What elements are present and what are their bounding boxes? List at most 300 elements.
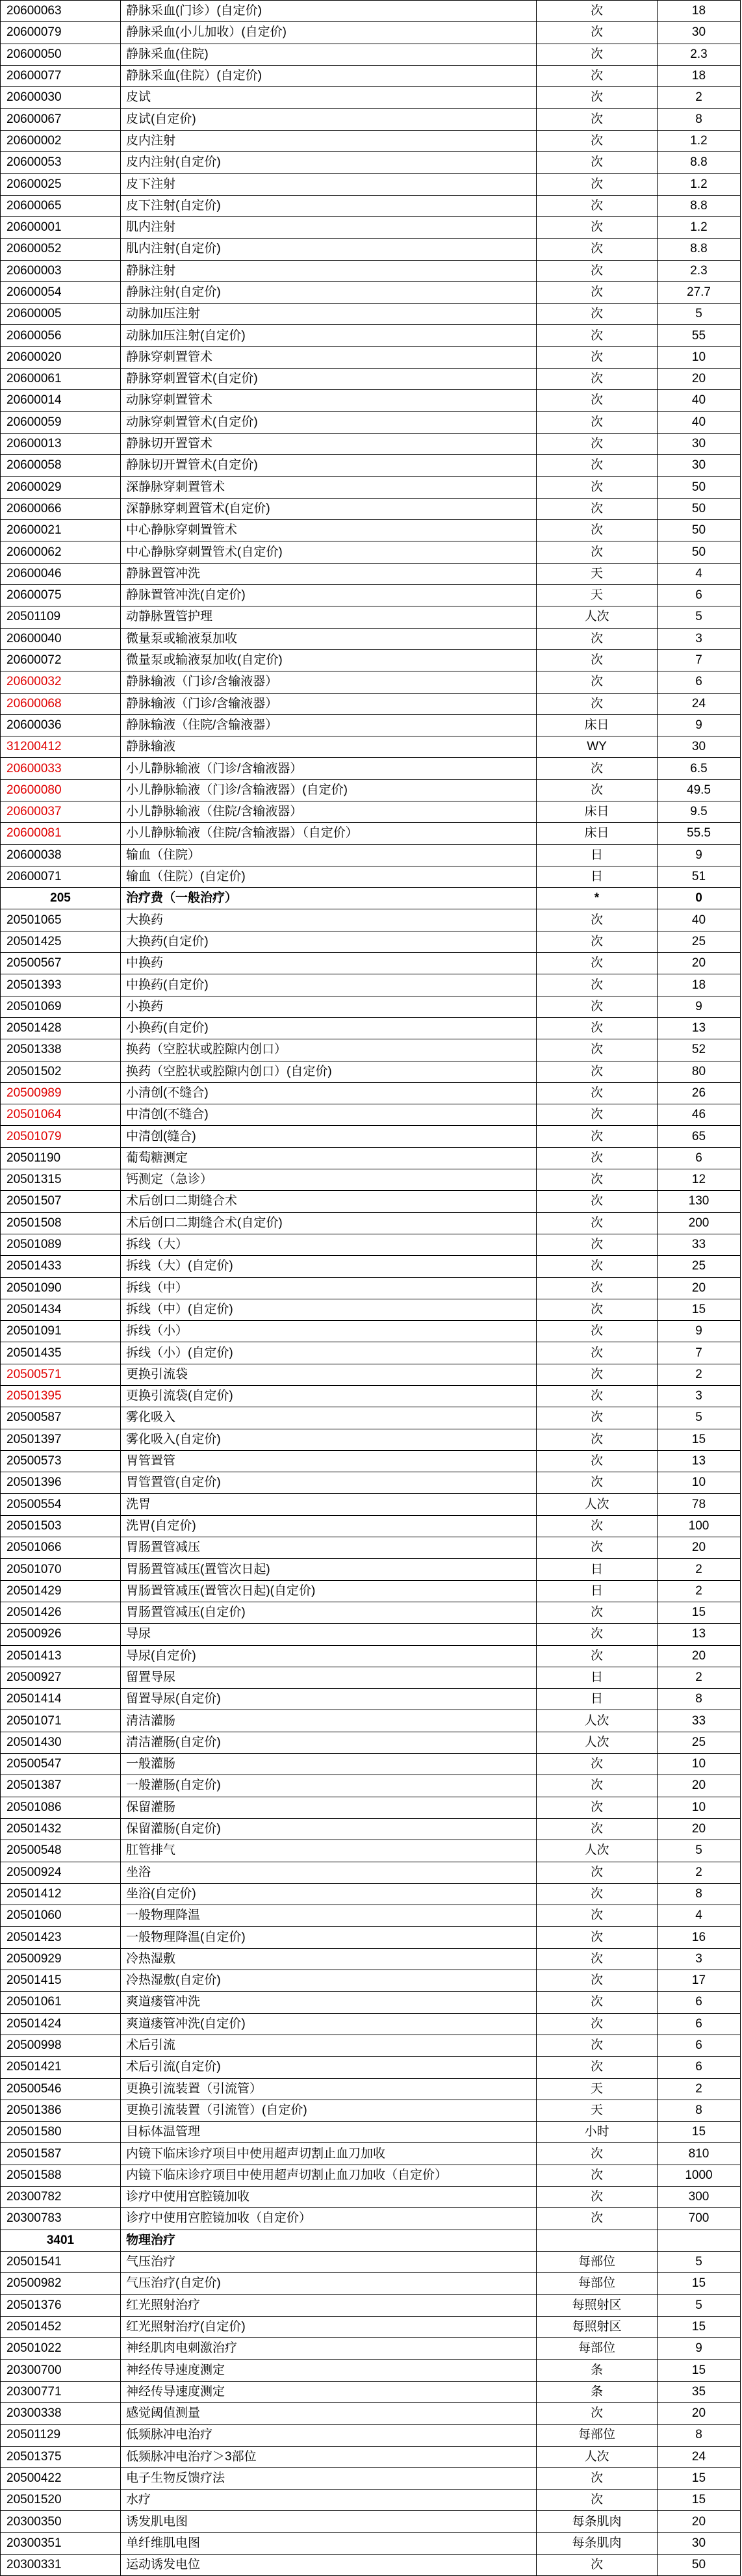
unit-cell: 次 xyxy=(537,1927,658,1948)
unit-cell: 次 xyxy=(537,2143,658,2165)
unit-cell: 人次 xyxy=(537,1840,658,1862)
price-cell: 8 xyxy=(658,1689,741,1710)
unit-cell: 每部位 xyxy=(537,2273,658,2295)
item-code-cell: 20600050 xyxy=(1,44,121,65)
item-code-cell: 20600079 xyxy=(1,22,121,44)
table-row xyxy=(1,2208,741,2230)
table-row xyxy=(1,2013,741,2035)
item-name-cell: 神经肌肉电刺激治疗 xyxy=(121,2338,537,2360)
item-code-cell: 20600014 xyxy=(1,390,121,411)
item-code-cell: 20600077 xyxy=(1,65,121,86)
unit-cell: 次 xyxy=(537,1775,658,1797)
item-code-cell: 20501338 xyxy=(1,1039,121,1061)
item-name-cell: 感觉阈值测量 xyxy=(121,2402,537,2424)
item-code-cell: 20600056 xyxy=(1,325,121,346)
unit-cell: 次 xyxy=(537,216,658,238)
item-code-cell: 20501415 xyxy=(1,1970,121,1992)
table-row xyxy=(1,2425,741,2446)
unit-cell: 次 xyxy=(537,1299,658,1320)
item-code-cell: 20501432 xyxy=(1,1818,121,1840)
item-name-cell: 皮试 xyxy=(121,87,537,109)
unit-cell: 次 xyxy=(537,1645,658,1667)
unit-cell: 次 xyxy=(537,1039,658,1061)
price-cell: 20 xyxy=(658,2511,741,2532)
table-row xyxy=(1,1082,741,1104)
unit-cell: 日 xyxy=(537,844,658,866)
unit-cell: 日 xyxy=(537,1667,658,1688)
item-name-cell: 静脉采血(小儿加收）(自定价) xyxy=(121,22,537,44)
price-cell: 18 xyxy=(658,1,741,22)
item-name-cell: 留置导尿(自定价) xyxy=(121,1689,537,1710)
item-name-cell: 中心静脉穿刺置管术 xyxy=(121,520,537,541)
price-cell: 130 xyxy=(658,1191,741,1212)
item-code-cell: 20501541 xyxy=(1,2251,121,2272)
item-name-cell: 中清创(不缝合) xyxy=(121,1104,537,1126)
table-row xyxy=(1,563,741,584)
item-name-cell: 小清创(不缝合) xyxy=(121,1082,537,1104)
price-cell: 55 xyxy=(658,325,741,346)
price-cell: 13 xyxy=(658,1450,741,1472)
price-cell: 200 xyxy=(658,1212,741,1234)
price-cell: 35 xyxy=(658,2381,741,2402)
unit-cell: 次 xyxy=(537,2186,658,2207)
item-name-cell: 更换引流袋(自定价) xyxy=(121,1386,537,1407)
table-row xyxy=(1,2078,741,2100)
table-row xyxy=(1,953,741,974)
item-name-cell: 胃管置管 xyxy=(121,1450,537,1472)
table-row xyxy=(1,1602,741,1623)
item-name-cell: 皮下注射(自定价) xyxy=(121,195,537,216)
table-row xyxy=(1,2555,741,2576)
item-name-cell: 静脉输液（住院/含输液器） xyxy=(121,714,537,736)
table-row xyxy=(1,304,741,325)
price-cell: 55.5 xyxy=(658,823,741,844)
item-name-cell: 拆线（中）(自定价) xyxy=(121,1299,537,1320)
unit-cell: 天 xyxy=(537,585,658,606)
item-name-cell: 术后引流(自定价) xyxy=(121,2057,537,2078)
item-code-cell: 20500926 xyxy=(1,1624,121,1645)
item-code-cell: 20600005 xyxy=(1,304,121,325)
item-name-cell: 红光照射治疗 xyxy=(121,2295,537,2316)
unit-cell: 人次 xyxy=(537,1494,658,1515)
item-name-cell: 目标体温管理 xyxy=(121,2122,537,2143)
table-row xyxy=(1,2251,741,2272)
item-name-cell: 静脉注射(自定价) xyxy=(121,281,537,303)
unit-cell: 次 xyxy=(537,1342,658,1364)
table-row xyxy=(1,2295,741,2316)
item-code-cell: 20600071 xyxy=(1,866,121,887)
item-code-cell: 20501423 xyxy=(1,1927,121,1948)
item-code-cell: 20501387 xyxy=(1,1775,121,1797)
unit-cell: 次 xyxy=(537,346,658,368)
item-code-cell: 20501397 xyxy=(1,1429,121,1450)
item-code-cell: 20501086 xyxy=(1,1797,121,1818)
price-cell: 9 xyxy=(658,996,741,1017)
item-name-cell: 一般灌肠(自定价) xyxy=(121,1775,537,1797)
item-code-cell: 20500567 xyxy=(1,953,121,974)
item-code-cell: 20501413 xyxy=(1,1645,121,1667)
item-code-cell: 20501066 xyxy=(1,1537,121,1559)
table-row xyxy=(1,476,741,498)
price-cell: 1.2 xyxy=(658,130,741,151)
unit-cell: 次 xyxy=(537,109,658,130)
unit-cell: 次 xyxy=(537,1256,658,1277)
table-row xyxy=(1,1732,741,1753)
table-row xyxy=(1,1126,741,1147)
unit-cell: 次 xyxy=(537,87,658,109)
price-cell: 2.3 xyxy=(658,260,741,281)
unit-cell: 次 xyxy=(537,693,658,714)
item-code-cell: 20501433 xyxy=(1,1256,121,1277)
unit-cell: 次 xyxy=(537,2208,658,2230)
item-name-cell: 换药（空腔状或腔隙内创口）(自定价) xyxy=(121,1061,537,1082)
item-code-cell: 20501588 xyxy=(1,2165,121,2186)
unit-cell: 每部位 xyxy=(537,2425,658,2446)
price-cell: 6 xyxy=(658,2013,741,2035)
item-code-cell: 20600025 xyxy=(1,174,121,195)
price-cell: 2 xyxy=(658,1667,741,1688)
unit-cell: 条 xyxy=(537,2360,658,2381)
item-name-cell: 输血（住院）(自定价) xyxy=(121,866,537,887)
item-name-cell: 内镜下临床诊疗项目中使用超声切割止血刀加收 xyxy=(121,2143,537,2165)
unit-cell: 次 xyxy=(537,909,658,931)
item-code-cell: 20501070 xyxy=(1,1559,121,1580)
table-row xyxy=(1,1104,741,1126)
unit-cell: 次 xyxy=(537,22,658,44)
item-code-cell: 20600052 xyxy=(1,239,121,260)
item-code-cell: 20501502 xyxy=(1,1061,121,1082)
item-name-cell: 电子生物反馈疗法 xyxy=(121,2467,537,2489)
item-name-cell: 爽道瘘管冲洗(自定价) xyxy=(121,2013,537,2035)
table-row xyxy=(1,239,741,260)
unit-cell: 次 xyxy=(537,1234,658,1255)
item-code-cell: 20501414 xyxy=(1,1689,121,1710)
price-cell: 6 xyxy=(658,1992,741,2013)
table-row xyxy=(1,1775,741,1797)
item-code-cell: 20501089 xyxy=(1,1234,121,1255)
price-cell: 2 xyxy=(658,87,741,109)
item-name-cell: 静脉采血(门诊）(自定价) xyxy=(121,1,537,22)
unit-cell: 每照射区 xyxy=(537,2295,658,2316)
price-cell: 27.7 xyxy=(658,281,741,303)
price-cell: 10 xyxy=(658,346,741,368)
item-name-cell: 诱发肌电图 xyxy=(121,2511,537,2532)
price-cell: 30 xyxy=(658,22,741,44)
item-code-cell: 20501425 xyxy=(1,931,121,952)
item-code-cell: 31200412 xyxy=(1,736,121,758)
price-cell: 15 xyxy=(658,2467,741,2489)
price-cell: 50 xyxy=(658,2555,741,2576)
unit-cell: 次 xyxy=(537,260,658,281)
item-code-cell: 20600061 xyxy=(1,369,121,390)
price-cell: 810 xyxy=(658,2143,741,2165)
item-code-cell: 20600081 xyxy=(1,823,121,844)
item-name-cell: 冷热湿敷(自定价) xyxy=(121,1970,537,1992)
item-code-cell: 20600059 xyxy=(1,411,121,433)
price-cell: 51 xyxy=(658,866,741,887)
price-cell: 5 xyxy=(658,2295,741,2316)
table-row xyxy=(1,390,741,411)
price-cell: 49.5 xyxy=(658,779,741,801)
item-code-cell: 20501424 xyxy=(1,2013,121,2035)
item-code-cell: 20300783 xyxy=(1,2208,121,2230)
unit-cell: 次 xyxy=(537,1948,658,1970)
item-code-cell: 20600080 xyxy=(1,779,121,801)
item-code-cell: 20501507 xyxy=(1,1191,121,1212)
item-code-cell: 20501395 xyxy=(1,1386,121,1407)
unit-cell: 次 xyxy=(537,1818,658,1840)
unit-cell: 次 xyxy=(537,2057,658,2078)
price-cell: 6 xyxy=(658,585,741,606)
item-name-cell: 治疗费（一般治疗） xyxy=(121,888,537,909)
item-name-cell: 拆线（小）(自定价) xyxy=(121,1342,537,1364)
item-name-cell: 小儿静脉输液（门诊/含输液器）(自定价) xyxy=(121,779,537,801)
item-code-cell: 205 xyxy=(1,888,121,909)
item-name-cell: 一般物理降温(自定价) xyxy=(121,1927,537,1948)
unit-cell: 次 xyxy=(537,1017,658,1039)
item-name-cell: 洗胃 xyxy=(121,1494,537,1515)
item-name-cell: 胃肠置管减压(自定价) xyxy=(121,1602,537,1623)
item-code-cell: 20500989 xyxy=(1,1082,121,1104)
item-name-cell: 动脉加压注射 xyxy=(121,304,537,325)
unit-cell xyxy=(537,2230,658,2251)
item-code-cell: 20500573 xyxy=(1,1450,121,1472)
item-code-cell: 20600002 xyxy=(1,130,121,151)
item-name-cell: 低频脉冲电治疗 xyxy=(121,2425,537,2446)
item-name-cell: 低频脉冲电治疗＞3部位 xyxy=(121,2446,537,2467)
unit-cell: 次 xyxy=(537,1515,658,1537)
item-name-cell: 静脉穿刺置管术 xyxy=(121,346,537,368)
item-name-cell: 导尿(自定价) xyxy=(121,1645,537,1667)
item-name-cell: 单纤维肌电图 xyxy=(121,2532,537,2554)
price-cell: 3 xyxy=(658,1386,741,1407)
table-row xyxy=(1,1342,741,1364)
unit-cell: 次 xyxy=(537,1147,658,1169)
item-name-cell: 深静脉穿刺置管术 xyxy=(121,476,537,498)
item-code-cell: 20501396 xyxy=(1,1472,121,1494)
item-code-cell: 20501109 xyxy=(1,606,121,628)
unit-cell: 次 xyxy=(537,498,658,519)
unit-cell: 次 xyxy=(537,281,658,303)
item-name-cell: 气压治疗 xyxy=(121,2251,537,2272)
table-row xyxy=(1,1191,741,1212)
item-name-cell: 一般灌肠 xyxy=(121,1754,537,1775)
item-name-cell: 葡萄糖测定 xyxy=(121,1147,537,1169)
item-name-cell: 静脉切开置管术(自定价) xyxy=(121,455,537,476)
unit-cell: 人次 xyxy=(537,1732,658,1753)
unit-cell: 次 xyxy=(537,2165,658,2186)
table-row xyxy=(1,2316,741,2337)
table-row xyxy=(1,823,741,844)
unit-cell: 次 xyxy=(537,195,658,216)
item-name-cell: 输血（住院） xyxy=(121,844,537,866)
table-row xyxy=(1,1277,741,1299)
unit-cell: 次 xyxy=(537,2402,658,2424)
table-row xyxy=(1,1169,741,1191)
item-code-cell: 20600053 xyxy=(1,152,121,174)
price-cell: 9 xyxy=(658,1321,741,1342)
item-code-cell: 20600038 xyxy=(1,844,121,866)
item-code-cell: 20500587 xyxy=(1,1407,121,1429)
table-row xyxy=(1,2490,741,2511)
item-name-cell: 水疗 xyxy=(121,2490,537,2511)
price-cell: 5 xyxy=(658,2251,741,2272)
price-cell: 300 xyxy=(658,2186,741,2207)
item-name-cell: 气压治疗(自定价) xyxy=(121,2273,537,2295)
price-cell: 20 xyxy=(658,1818,741,1840)
item-name-cell: 小换药 xyxy=(121,996,537,1017)
item-name-cell: 神经传导速度测定 xyxy=(121,2381,537,2402)
unit-cell: 次 xyxy=(537,174,658,195)
item-code-cell: 20501580 xyxy=(1,2122,121,2143)
unit-cell: 每部位 xyxy=(537,2251,658,2272)
item-name-cell: 红光照射治疗(自定价) xyxy=(121,2316,537,2337)
item-name-cell: 雾化吸入(自定价) xyxy=(121,1429,537,1450)
item-name-cell: 皮试(自定价) xyxy=(121,109,537,130)
unit-cell: 每部位 xyxy=(537,2338,658,2360)
item-name-cell: 内镜下临床诊疗项目中使用超声切割止血刀加收（自定价） xyxy=(121,2165,537,2186)
table-row xyxy=(1,844,741,866)
table-row xyxy=(1,65,741,86)
unit-cell: 次 xyxy=(537,996,658,1017)
table-row xyxy=(1,1,741,22)
table-row xyxy=(1,2035,741,2056)
table-row xyxy=(1,2186,741,2207)
unit-cell: 次 xyxy=(537,2013,658,2035)
item-code-cell: 20600033 xyxy=(1,758,121,779)
price-cell: 20 xyxy=(658,1537,741,1559)
price-cell: 40 xyxy=(658,909,741,931)
table-row xyxy=(1,1927,741,1948)
item-name-cell: 静脉采血(住院) xyxy=(121,44,537,65)
table-row xyxy=(1,2273,741,2295)
item-code-cell: 20600020 xyxy=(1,346,121,368)
unit-cell: 次 xyxy=(537,411,658,433)
table-row xyxy=(1,1667,741,1688)
item-name-cell: 术后引流 xyxy=(121,2035,537,2056)
item-name-cell: 微量泵或输液泵加收(自定价) xyxy=(121,649,537,671)
unit-cell: 天 xyxy=(537,2100,658,2121)
table-row xyxy=(1,2532,741,2554)
unit-cell: 次 xyxy=(537,1082,658,1104)
item-name-cell: 更换引流袋 xyxy=(121,1364,537,1385)
price-cell: 78 xyxy=(658,1494,741,1515)
unit-cell: 次 xyxy=(537,520,658,541)
table-row xyxy=(1,1797,741,1818)
unit-cell: 次 xyxy=(537,1191,658,1212)
table-row xyxy=(1,1321,741,1342)
table-row xyxy=(1,346,741,368)
item-code-cell: 20501315 xyxy=(1,1169,121,1191)
price-cell: 6 xyxy=(658,671,741,693)
table-row xyxy=(1,1624,741,1645)
table-row xyxy=(1,1883,741,1905)
unit-cell: 人次 xyxy=(537,2446,658,2467)
price-cell: 6.5 xyxy=(658,758,741,779)
item-name-cell: 保留灌肠 xyxy=(121,1797,537,1818)
price-cell: 7 xyxy=(658,649,741,671)
item-name-cell: 导尿 xyxy=(121,1624,537,1645)
item-code-cell: 20600036 xyxy=(1,714,121,736)
item-name-cell: 小儿静脉输液（住院/含输液器）（自定价） xyxy=(121,823,537,844)
item-name-cell: 肌内注射(自定价) xyxy=(121,239,537,260)
unit-cell: 次 xyxy=(537,931,658,952)
table-row xyxy=(1,433,741,454)
table-row xyxy=(1,2165,741,2186)
item-code-cell: 20600032 xyxy=(1,671,121,693)
unit-cell: 次 xyxy=(537,65,658,86)
item-code-cell: 20600037 xyxy=(1,801,121,822)
item-code-cell: 20501129 xyxy=(1,2425,121,2446)
item-code-cell: 20600065 xyxy=(1,195,121,216)
price-cell: 50 xyxy=(658,498,741,519)
item-name-cell: 神经传导速度测定 xyxy=(121,2360,537,2381)
item-code-cell: 20300338 xyxy=(1,2402,121,2424)
price-cell: 2 xyxy=(658,1559,741,1580)
table-row xyxy=(1,2381,741,2402)
item-name-cell: 物理治疗 xyxy=(121,2230,537,2251)
item-name-cell: 胃肠置管减压(置管次日起)(自定价) xyxy=(121,1580,537,1602)
table-row xyxy=(1,1061,741,1082)
price-cell: 9 xyxy=(658,2338,741,2360)
table-row xyxy=(1,369,741,390)
item-name-cell: 小儿静脉输液（门诊/含输液器） xyxy=(121,758,537,779)
item-name-cell: 更换引流装置（引流管） xyxy=(121,2078,537,2100)
unit-cell: 床日 xyxy=(537,801,658,822)
unit-cell: 次 xyxy=(537,44,658,65)
item-code-cell: 20501090 xyxy=(1,1277,121,1299)
table-row xyxy=(1,216,741,238)
item-name-cell: 皮内注射(自定价) xyxy=(121,152,537,174)
table-row xyxy=(1,909,741,931)
table-row xyxy=(1,1450,741,1472)
price-cell: 5 xyxy=(658,1407,741,1429)
price-cell: 24 xyxy=(658,2446,741,2467)
price-cell: 8 xyxy=(658,109,741,130)
table-row xyxy=(1,411,741,433)
table-row xyxy=(1,152,741,174)
price-cell: 25 xyxy=(658,1732,741,1753)
unit-cell: 次 xyxy=(537,974,658,996)
item-code-cell: 20501069 xyxy=(1,996,121,1017)
price-cell: 10 xyxy=(658,1797,741,1818)
price-cell: 5 xyxy=(658,1840,741,1862)
unit-cell: 次 xyxy=(537,1104,658,1126)
item-code-cell: 20501428 xyxy=(1,1017,121,1039)
unit-cell: 人次 xyxy=(537,606,658,628)
item-code-cell: 20500422 xyxy=(1,2467,121,2489)
table-row xyxy=(1,1559,741,1580)
table-row xyxy=(1,2402,741,2424)
price-cell: 3 xyxy=(658,1948,741,1970)
price-cell: 5 xyxy=(658,606,741,628)
item-code-cell: 20501452 xyxy=(1,2316,121,2337)
table-row xyxy=(1,1537,741,1559)
price-cell: 10 xyxy=(658,1472,741,1494)
item-name-cell: 拆线（大）(自定价) xyxy=(121,1256,537,1277)
table-row xyxy=(1,1515,741,1537)
unit-cell: 次 xyxy=(537,953,658,974)
table-row xyxy=(1,2143,741,2165)
unit-cell: 次 xyxy=(537,390,658,411)
unit-cell: 次 xyxy=(537,1386,658,1407)
price-cell: 15 xyxy=(658,2273,741,2295)
table-row xyxy=(1,1840,741,1862)
item-code-cell: 20300771 xyxy=(1,2381,121,2402)
table-row xyxy=(1,2511,741,2532)
unit-cell: 次 xyxy=(537,1061,658,1082)
table-row xyxy=(1,2057,741,2078)
